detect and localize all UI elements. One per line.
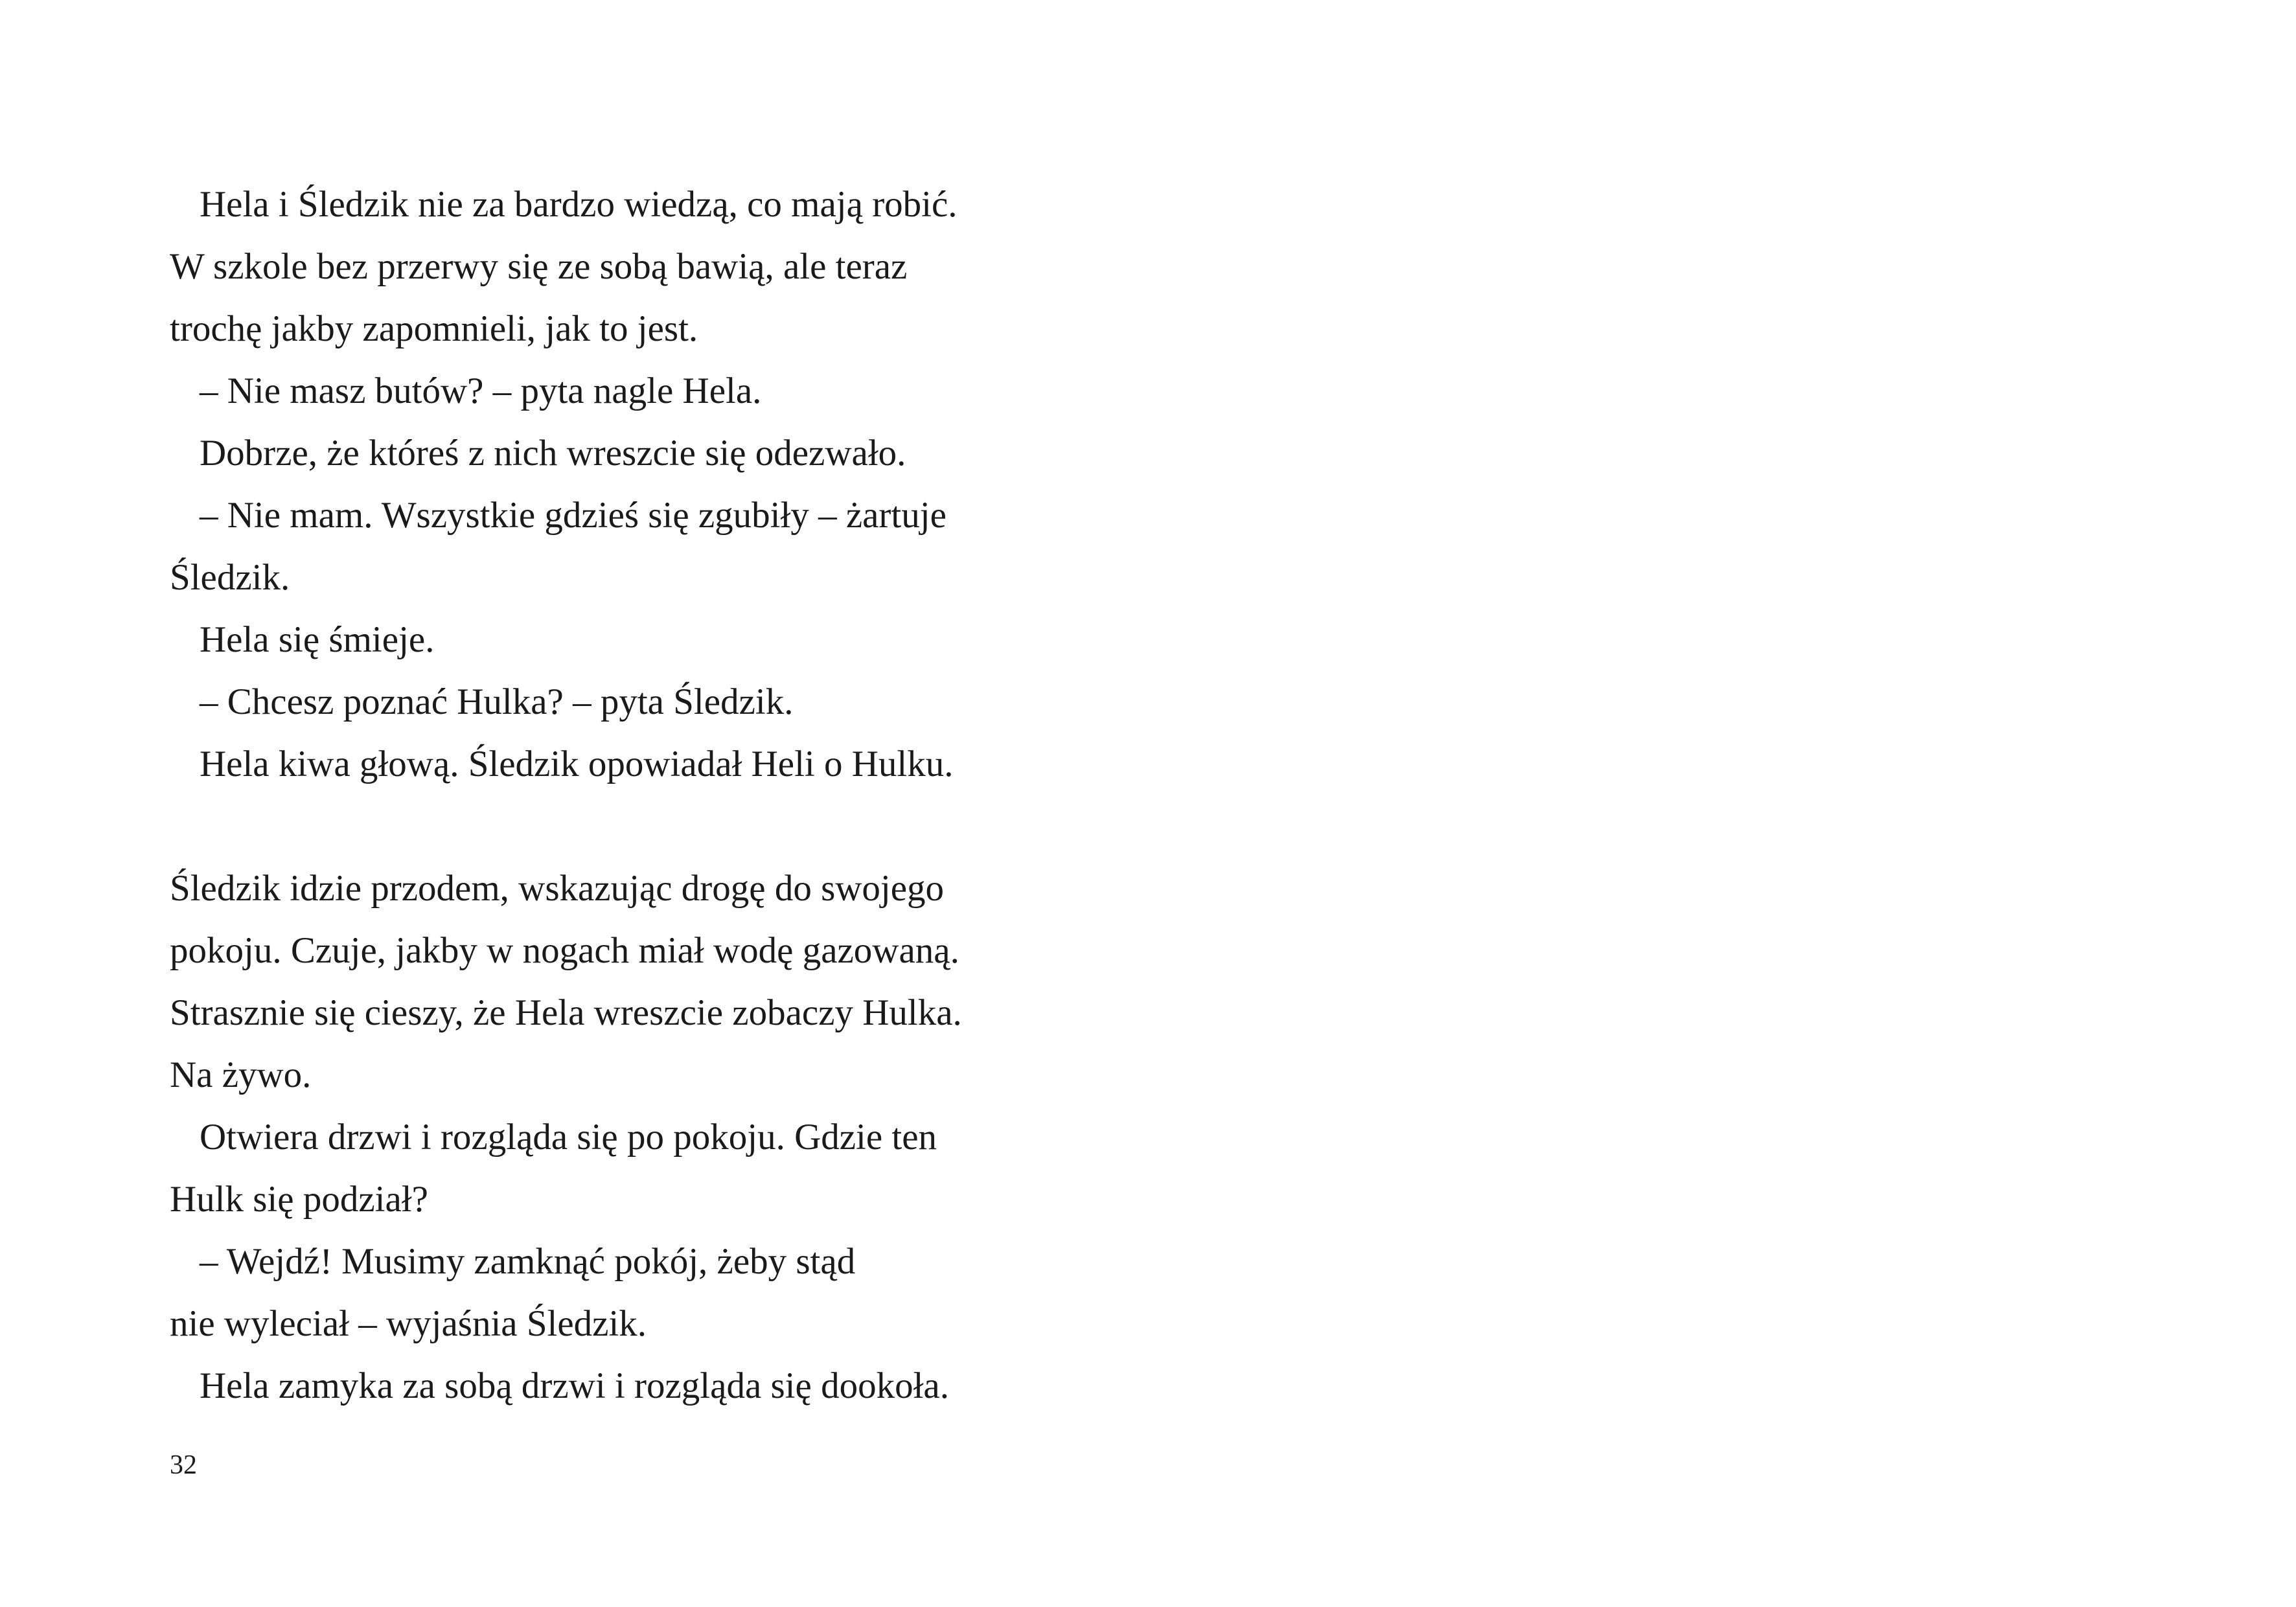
right-page: [1148, 0, 2296, 1607]
dialogue-line: – Nie masz butów? – pyta nagle Hela.: [200, 370, 762, 411]
paragraph-line: pokoju. Czuje, jakby w nogach miał wodę gazowaną.: [170, 930, 959, 971]
paragraph-line: Hela się śmieje.: [200, 619, 435, 660]
paragraph-line: nie wyleciał – wyjaśnia Śledzik.: [170, 1303, 647, 1344]
paragraph-line: Hela zamyka za sobą drzwi i rozgląda się dookoła.: [200, 1365, 949, 1406]
paragraph-line: Na żywo.: [170, 1054, 312, 1095]
paragraph-line: Hela kiwa głową. Śledzik opowiadał Heli o Hulku.: [200, 744, 954, 784]
page-number: 32: [170, 1450, 197, 1480]
dialogue-line: – Chcesz poznać Hulka? – pyta Śledzik.: [200, 681, 794, 722]
story-text: [170, 174, 1012, 1417]
paragraph-line: Dobrze, że któreś z nich wreszcie się odezwało.: [200, 433, 906, 473]
paragraph-line: Otwiera drzwi i rozgląda się po pokoju. Gdzie ten: [200, 1117, 937, 1157]
dialogue-line: – Nie mam. Wszystkie gdzieś się zgubiły – żartuje: [200, 495, 947, 536]
section-break: [170, 795, 1012, 858]
paragraph-line: Hulk się podział?: [170, 1179, 428, 1220]
paragraph-line: Śledzik idzie przodem, wskazując drogę do swojego: [170, 868, 945, 909]
paragraph-line: Hela i Śledzik nie za bardzo wiedzą, co mają robić.: [200, 184, 958, 225]
dialogue-line: – Wejdź! Musimy zamknąć pokój, żeby stąd: [200, 1241, 856, 1282]
paragraph-line: W szkole bez przerwy się ze sobą bawią, ale teraz: [170, 246, 908, 287]
paragraph-line: trochę jakby zapomnieli, jak to jest.: [170, 308, 698, 349]
paragraph-line: Śledzik.: [170, 557, 290, 598]
paragraph-line: Strasznie się cieszy, że Hela wreszcie zobaczy Hulka.: [170, 992, 962, 1033]
